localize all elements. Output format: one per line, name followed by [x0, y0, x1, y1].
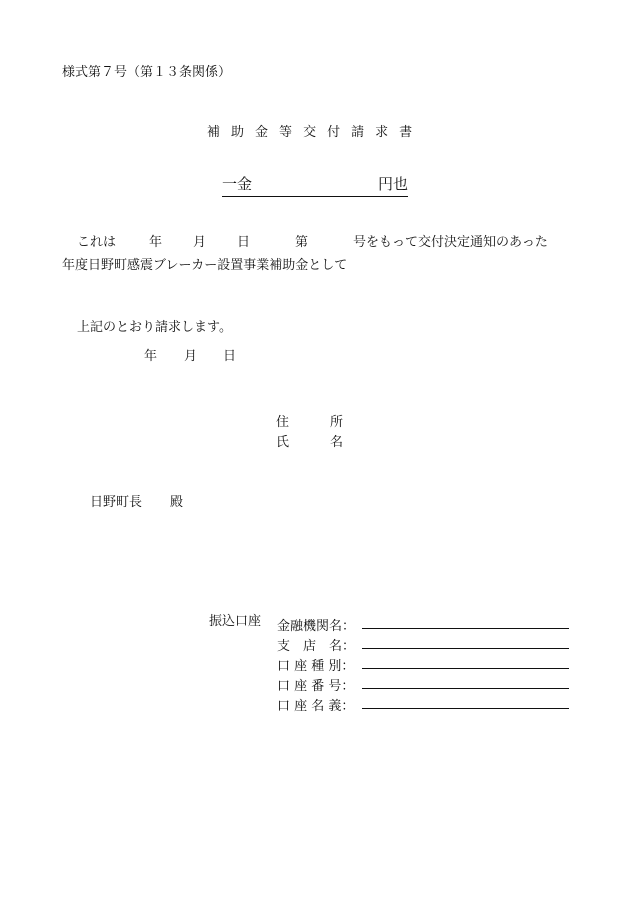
account-holder-line[interactable]	[362, 708, 569, 709]
account-number-label: 口 座 番 号：	[277, 679, 355, 694]
bank-name-label: 金融機関名：	[277, 619, 356, 634]
title-char: 請	[351, 125, 365, 140]
amount-line	[222, 177, 408, 197]
branch-name-field	[277, 635, 569, 654]
title-char: 金	[255, 125, 269, 140]
form-number: 様式第７号（第１３条関係）	[62, 65, 232, 80]
account-type-label: 口 座 種 別：	[277, 659, 355, 674]
account-holder-field	[277, 695, 569, 714]
body-year: 年	[149, 235, 163, 250]
amount-suffix: 円也	[377, 175, 408, 193]
body-dai: 第	[295, 235, 309, 250]
account-number-line[interactable]	[362, 688, 569, 689]
date-month: 月	[184, 349, 198, 364]
title-char: 書	[399, 125, 413, 140]
address-label	[276, 416, 356, 430]
branch-name-label: 支 店 名：	[277, 639, 356, 654]
address-label-2: 所	[330, 415, 344, 430]
account-type-field	[277, 655, 569, 674]
amount-prefix: 一金	[222, 175, 253, 193]
date-day: 日	[223, 349, 237, 364]
request-date	[0, 350, 300, 364]
body-line-1	[77, 236, 577, 250]
bank-name-field	[277, 615, 569, 634]
recipient-name: 日野町長	[90, 495, 143, 510]
name-label-1: 氏	[276, 435, 290, 450]
recipient-honorific: 殿	[170, 495, 184, 510]
address-label-1: 住	[276, 415, 290, 430]
account-number-field	[277, 675, 569, 694]
recipient	[90, 496, 210, 510]
title-char: 求	[375, 125, 389, 140]
title-char: 等	[279, 125, 293, 140]
title-char: 助	[231, 125, 245, 140]
bank-name-line[interactable]	[362, 628, 569, 629]
bank-section-label: 振込口座	[209, 614, 262, 629]
body-month: 月	[193, 235, 207, 250]
request-text: 上記のとおり請求します。	[77, 320, 232, 335]
body-line-2: 年度日野町感震ブレーカー設置事業補助金として	[62, 258, 348, 273]
body-rest: 号をもって交付決定通知のあった	[353, 235, 548, 250]
body-day: 日	[237, 235, 251, 250]
body-intro: これは	[77, 235, 117, 250]
branch-name-line[interactable]	[362, 648, 569, 649]
document-title	[207, 126, 423, 139]
date-year: 年	[144, 349, 158, 364]
title-char: 補	[207, 125, 221, 140]
title-char: 付	[327, 125, 341, 140]
name-label-2: 名	[330, 435, 344, 450]
name-label	[276, 436, 356, 450]
account-type-line[interactable]	[362, 668, 569, 669]
title-char: 交	[303, 125, 317, 140]
account-holder-label: 口 座 名 義：	[277, 699, 355, 714]
